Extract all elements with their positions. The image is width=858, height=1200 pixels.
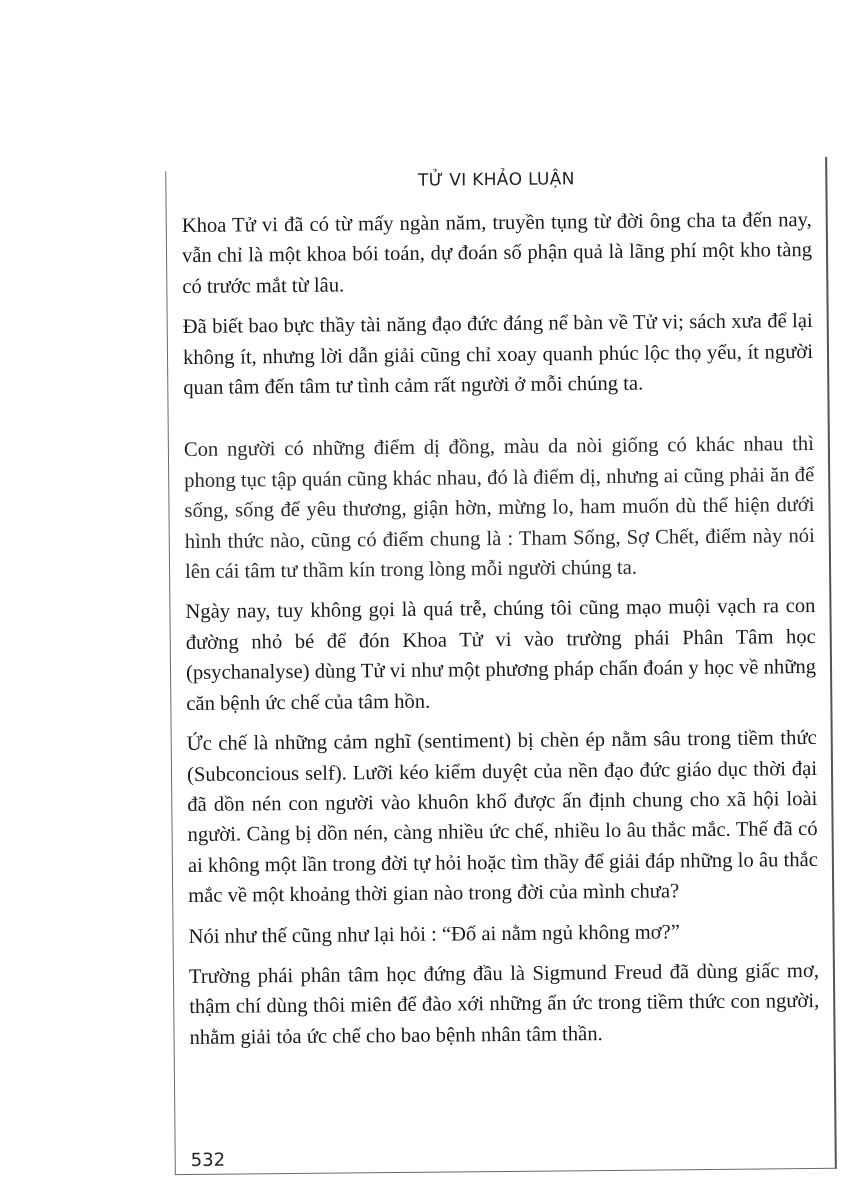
book-page (165, 157, 837, 1175)
page-left-border (165, 171, 176, 1175)
paragraph: Đã biết bao bực thầy tài năng đạo đức đáng nể bàn về Tử vi; sách xưa để lại không ít, nhưng lời dẫn giải cũng chỉ xoay quanh phúc lộc thọ yểu, ít người quan tâm đến tâm tư tình cảm rất người ở mỗi chúng ta. (182, 310, 814, 400)
running-head: TỬ VI KHẢO LUẬN (417, 169, 575, 191)
paragraph: Nói như thế cũng như lại hỏi : “Đố ai nằm ngủ không mơ?” (188, 920, 681, 948)
page-right-border (826, 157, 837, 1169)
page-bottom-border (175, 1167, 837, 1175)
paragraph: Con người có những điểm dị đồng, màu da nòi giống có khác nhau thì phong tục tập quán cũng khác nhau, đó là điểm dị, nhưng ai cũng phải ăn để sống, sống để yêu thương, giận hờn, mừng lo, ham muốn dù thể hiện dưới hình thức nào, cũng có điểm chung là : Tham Sống, Sợ Chết, điểm này nói lên cái tâm tư thầm kín trong lòng mỗi người chúng ta. (183, 433, 815, 584)
paragraph: Ức chế là những cảm nghĩ (sentiment) bị chèn ép nằm sâu trong tiềm thức (Subconcious self). Lưỡi kéo kiểm duyệt của nền đạo đức giáo dục thời đại đã dồn nén con người vào khuôn khổ được ấn định chung cho xã hội loài người. Càng bị dồn nén, càng nhiều ức chế, nhiều lo âu thắc mắc. Thế đã có ai không một lần trong đời tự hỏi hoặc tìm thầy để giải đáp những lo âu thắc mắc về một khoảng thời gian nào trong đời của mình chưa? (186, 727, 818, 908)
paragraph: Trường phái phân tâm học đứng đầu là Sigmund Freud đã dùng giấc mơ, thậm chí dùng thôi miên để đào xới những ẩn ức trong tiềm thức con người, nhằm giải tỏa ức chế cho bao bệnh nhân tâm thần. (188, 959, 820, 1049)
paragraph: Khoa Tử vi đã có từ mấy ngàn năm, truyền tụng từ đời ông cha ta đến nay, vẫn chỉ là một khoa bói toán, dự đoán số phận quả là lãng phí một kho tàng có trước mắt từ lâu. (181, 208, 813, 298)
body-text (182, 205, 820, 1063)
page-number: 532 (190, 1149, 226, 1172)
paragraph: Ngày nay, tuy không gọi là quá trễ, chúng tôi cũng mạo muội vạch ra con đường nhỏ bé để đón Khoa Tử vi vào trường phái Phân Tâm học (psychanalyse) dùng Tử vi như một phương pháp chẩn đoán y học về những căn bệnh ức chế của tâm hồn. (185, 595, 817, 715)
